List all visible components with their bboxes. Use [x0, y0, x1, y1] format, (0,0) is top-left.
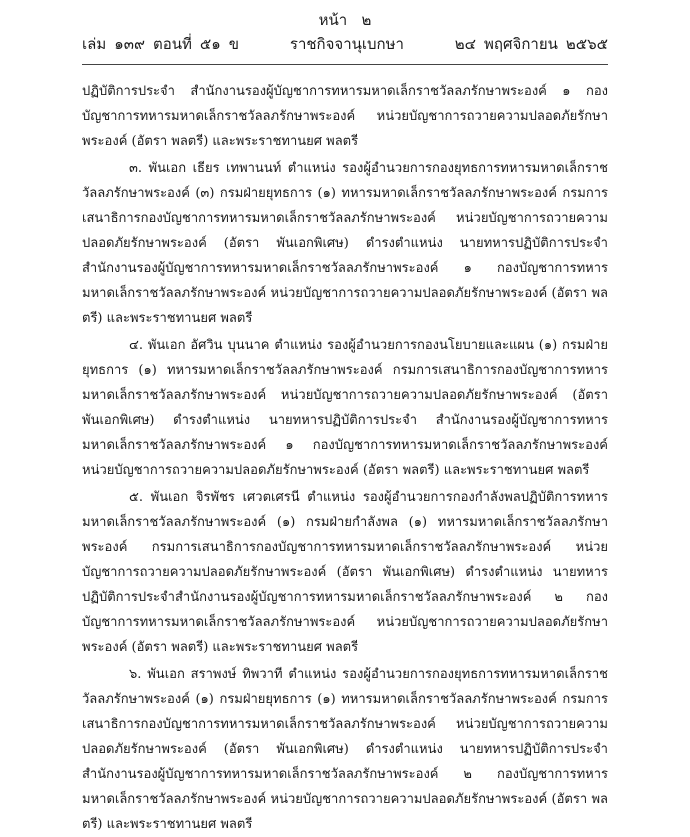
page-number: ๒ — [361, 11, 372, 29]
issue-date — [455, 34, 608, 54]
gazette-header — [82, 34, 608, 54]
paragraph-item-5: ๕. พันเอก จิรพัชร เศวตเศรนี ตำแหน่ง รองผู้อำนวยการกองกำลังพลปฏิบัติการทหารมหาดเล็กราชวัลลภรักษาพระองค์ (๑) กรมฝ่ายกำลังพล (๑) ทหารมหาดเล็กราชวัลลภรักษาพระองค์ กรมการเสนาธิการกองบัญชาการทหารมหาดเล็กราชวัลลภรักษาพระองค์ หน่วยบัญชาการถวายความปลอดภัยรักษาพระองค์ (อัตรา พันเอกพิเศษ) ดำรงตำแหน่ง นายทหารปฏิบัติการประจำสำนักงานรองผู้บัญชาการทหารมหาดเล็กราชวัลลภรักษาพระองค์ ๒ กองบัญชาการทหารมหาดเล็กราชวัลลภรักษาพระองค์ หน่วยบัญชาการถวายความปลอดภัยรักษาพระองค์ (อัตรา พลตรี) และพระราชทานยศ พลตรี — [82, 490, 608, 655]
page-label: หน้า — [318, 11, 348, 29]
paragraph-item-3: ๓. พันเอก เธียร เทพานนท์ ตำแหน่ง รองผู้อำนวยการกองยุทธการทหารมหาดเล็กราชวัลลภรักษาพระองค์ (๓) กรมฝ่ายยุทธการ (๑) ทหารมหาดเล็กราชวัลลภรักษาพระองค์ กรมการเสนาธิการกองบัญชาการทหารมหาดเล็กราชวัลลภรักษาพระองค์ หน่วยบัญชาการถวายความปลอดภัยรักษาพระองค์ (อัตรา พันเอกพิเศษ) ดำรงตำแหน่ง นายทหารปฏิบัติการประจำสำนักงานรองผู้บัญชาการทหารมหาดเล็กราชวัลลภรักษาพระองค์ ๑ กองบัญชาการทหารมหาดเล็กราชวัลลภรักษาพระองค์ หน่วยบัญชาการถวายความปลอดภัยรักษาพระองค์ (อัตรา พลตรี) และพระราชทานยศ พลตรี — [82, 161, 608, 326]
paragraph-item-6: ๖. พันเอก สราพงษ์ ทิพวาที ตำแหน่ง รองผู้อำนวยการกองยุทธการทหารมหาดเล็กราชวัลลภรักษาพระองค์ (๑) กรมฝ่ายยุทธการ (๑) ทหารมหาดเล็กราชวัลลภรักษาพระองค์ กรมการเสนาธิการกองบัญชาการทหารมหาดเล็กราชวัลลภรักษาพระองค์ หน่วยบัญชาการถวายความปลอดภัยรักษาพระองค์ (อัตรา พันเอกพิเศษ) ดำรงตำแหน่ง นายทหารปฏิบัติการประจำสำนักงานรองผู้บัญชาการทหารมหาดเล็กราชวัลลภรักษาพระองค์ ๒ กองบัญชาการทหารมหาดเล็กราชวัลลภรักษาพระองค์ หน่วยบัญชาการถวายความปลอดภัยรักษาพระองค์ (อัตรา พลตรี) และพระราชทานยศ พลตรี — [82, 667, 608, 832]
volume-label: เล่ม — [82, 35, 107, 53]
document-body — [82, 79, 608, 837]
section-suffix: ข — [228, 35, 240, 53]
paragraph-item-4: ๔. พันเอก อัศวิน บุนนาค ตำแหน่ง รองผู้อำนวยการกองนโยบายและแผน (๑) กรมฝ่ายยุทธการ (๑) ทหารมหาดเล็กราชวัลลภรักษาพระองค์ กรมการเสนาธิการกองบัญชาการทหารมหาดเล็กราชวัลลภรักษาพระองค์ หน่วยบัญชาการถวายความปลอดภัยรักษาพระองค์ (อัตรา พันเอกพิเศษ) ดำรงตำแหน่ง นายทหารปฏิบัติการประจำ สำนักงานรองผู้บัญชาการทหารมหาดเล็กราชวัลลภรักษาพระองค์ ๑ กองบัญชาการทหารมหาดเล็กราชวัลลภรักษาพระองค์ หน่วยบัญชาการถวายความปลอดภัยรักษาพระองค์ (อัตรา พลตรี) และพระราชทานยศ พลตรี — [82, 338, 608, 478]
issue-info — [82, 34, 239, 54]
header-divider — [82, 64, 608, 65]
date-month: พฤศจิกายน — [484, 35, 558, 53]
section-number: ๕๑ — [199, 35, 221, 53]
volume-number: ๑๓๙ — [114, 35, 145, 53]
section-label: ตอนที่ — [152, 35, 192, 53]
page-number-line — [82, 10, 608, 30]
publication-title: ราชกิจจานุเบกษา — [289, 35, 404, 53]
date-year: ๒๕๖๕ — [565, 35, 608, 53]
date-day: ๒๔ — [454, 35, 477, 53]
paragraph-continuation: ปฏิบัติการประจำ สำนักงานรองผู้บัญชาการทหารมหาดเล็กราชวัลลภรักษาพระองค์ ๑ กองบัญชาการทหารมหาดเล็กราชวัลลภรักษาพระองค์ หน่วยบัญชาการถวายความปลอดภัยรักษาพระองค์ (อัตรา พลตรี) และพระราชทานยศ พลตรี — [82, 84, 608, 149]
